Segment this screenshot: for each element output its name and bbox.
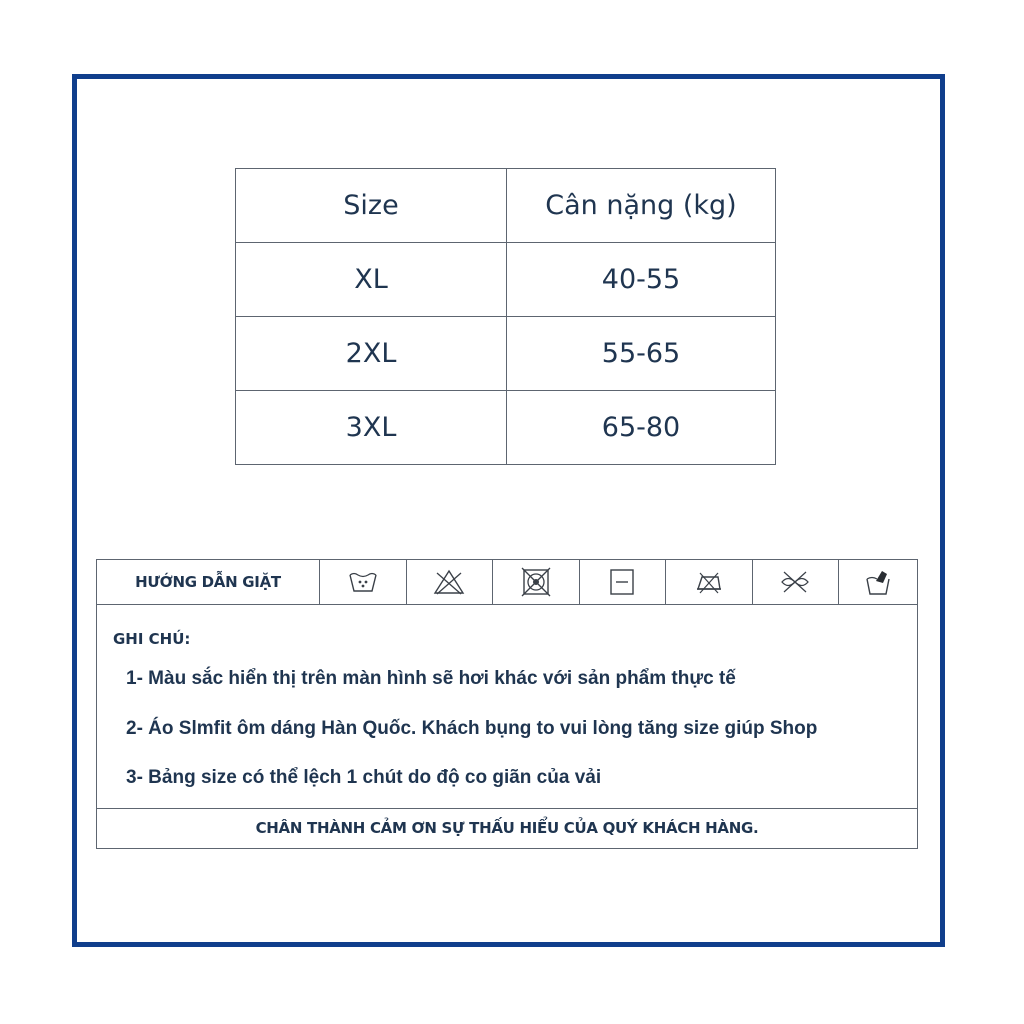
wash-icon-cell [666,560,753,604]
table-row [236,317,776,391]
iron-low-icon [692,567,726,597]
no-tumble-dry-icon [519,567,553,597]
notes-heading: GHI CHÚ: [113,630,191,648]
no-bleach-icon [432,567,466,597]
wash-icon-cell [580,560,667,604]
size-table [235,168,776,465]
wash-guide-title: HƯỚNG DẪN GIẶT [97,560,320,604]
notes-section [97,604,917,809]
header-weight: Cân nặng (kg) [507,169,776,243]
note-item: 2- Áo Slmfit ôm dáng Hàn Quốc. Khách bụng to vui lòng tăng size giúp Shop [126,718,818,739]
thank-you-message: CHÂN THÀNH CẢM ƠN SỰ THẤU HIỂU CỦA QUÝ KHÁCH HÀNG. [255,819,759,837]
table-row [236,243,776,317]
no-dry-clean-icon [778,567,812,597]
table-row [236,391,776,465]
wash-icon-cell [839,560,917,604]
wash-icon-cell [493,560,580,604]
header-size: Size [236,169,507,243]
hand-wash-icon [861,567,895,597]
size-cell: 3XL [236,391,507,465]
size-cell: XL [236,243,507,317]
weight-cell: 40-55 [507,243,776,317]
wash-icon-cell [753,560,840,604]
wash-icon-cell [407,560,494,604]
wash-icon-cell [320,560,407,604]
weight-cell: 55-65 [507,317,776,391]
table-header-row [236,169,776,243]
weight-cell: 65-80 [507,391,776,465]
note-item: 3- Bảng size có thể lệch 1 chút do độ co giãn của vải [126,767,602,788]
flat-dry-icon [605,567,639,597]
care-notes-box [96,559,918,849]
wash-30-degrees-icon [346,567,380,597]
note-item: 1- Màu sắc hiển thị trên màn hình sẽ hơi khác với sản phẩm thực tế [126,668,736,689]
wash-guide-row [97,560,917,605]
size-cell: 2XL [236,317,507,391]
